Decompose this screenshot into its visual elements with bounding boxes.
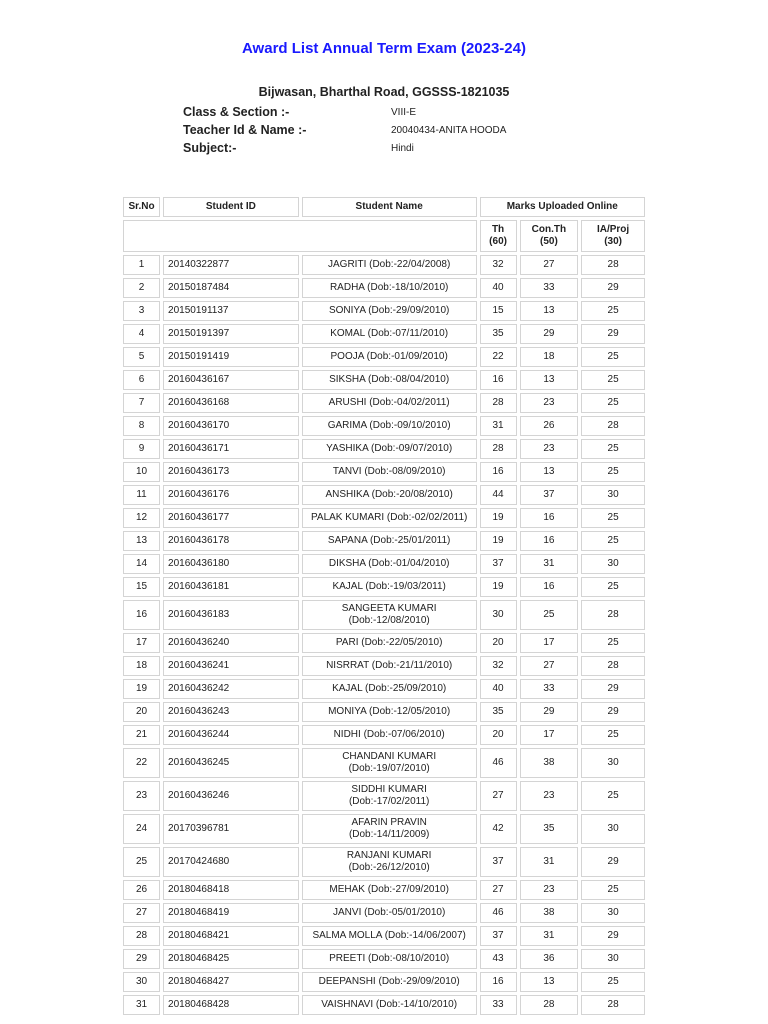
student-id-cell: 20160436167 bbox=[163, 370, 299, 390]
ia-proj-header-name: IA/Proj bbox=[596, 224, 630, 235]
student-name-cell: PALAK KUMARI (Dob:-02/02/2011) bbox=[302, 508, 477, 528]
table-row bbox=[123, 972, 645, 992]
table-row bbox=[123, 324, 645, 344]
srno-cell: 2 bbox=[123, 278, 160, 298]
student-id-cell: 20160436183 bbox=[163, 600, 299, 630]
student-id-cell: 20160436245 bbox=[163, 748, 299, 778]
student-id-cell: 20170396781 bbox=[163, 814, 299, 844]
table-row bbox=[123, 679, 645, 699]
con-th-mark-cell: 28 bbox=[520, 995, 579, 1015]
student-name-text: SANGEETA KUMARI bbox=[341, 603, 437, 614]
table-header-row bbox=[123, 197, 645, 217]
srno-cell: 9 bbox=[123, 439, 160, 459]
th-mark-cell: 32 bbox=[480, 255, 517, 275]
student-id-cell: 20160436178 bbox=[163, 531, 299, 551]
student-name-cell: JANVI (Dob:-05/01/2010) bbox=[302, 903, 477, 923]
student-name-cell: SAPANA (Dob:-25/01/2011) bbox=[302, 531, 477, 551]
ia-proj-mark-cell: 28 bbox=[581, 656, 645, 676]
ia-proj-mark-cell: 30 bbox=[581, 748, 645, 778]
srno-cell: 20 bbox=[123, 702, 160, 722]
th-mark-cell: 16 bbox=[480, 370, 517, 390]
th-mark-cell: 40 bbox=[480, 278, 517, 298]
student-id-cell: 20160436170 bbox=[163, 416, 299, 436]
student-id-cell: 20140322877 bbox=[163, 255, 299, 275]
exam-meta-info bbox=[183, 103, 506, 157]
student-name-cell: SIKSHA (Dob:-08/04/2010) bbox=[302, 370, 477, 390]
th-mark-cell: 37 bbox=[480, 554, 517, 574]
table-body bbox=[123, 255, 645, 1015]
th-mark-cell: 20 bbox=[480, 725, 517, 745]
student-name-cell: ARUSHI (Dob:-04/02/2011) bbox=[302, 393, 477, 413]
student-name-cell: PREETI (Dob:-08/10/2010) bbox=[302, 949, 477, 969]
student-id-cell: 20150191419 bbox=[163, 347, 299, 367]
con-th-mark-cell: 37 bbox=[520, 485, 579, 505]
srno-cell: 8 bbox=[123, 416, 160, 436]
student-name-header: Student Name bbox=[302, 197, 477, 217]
con-th-mark-cell: 13 bbox=[520, 370, 579, 390]
th-mark-cell: 19 bbox=[480, 577, 517, 597]
srno-cell: 11 bbox=[123, 485, 160, 505]
student-id-cell: 20160436242 bbox=[163, 679, 299, 699]
th-mark-cell: 16 bbox=[480, 972, 517, 992]
student-id-cell: 20180468421 bbox=[163, 926, 299, 946]
student-name-cell bbox=[302, 814, 477, 844]
student-dob-text: (Dob:-14/11/2009) bbox=[348, 829, 430, 840]
srno-cell: 28 bbox=[123, 926, 160, 946]
con-th-mark-cell: 23 bbox=[520, 439, 579, 459]
student-id-cell: 20160436180 bbox=[163, 554, 299, 574]
student-name-cell bbox=[302, 748, 477, 778]
ia-proj-mark-cell: 25 bbox=[581, 370, 645, 390]
student-id-cell: 20160436243 bbox=[163, 702, 299, 722]
con-th-header-name: Con.Th bbox=[531, 224, 567, 235]
srno-cell: 25 bbox=[123, 847, 160, 877]
con-th-mark-cell: 25 bbox=[520, 600, 579, 630]
table-row bbox=[123, 656, 645, 676]
student-id-cell: 20180468425 bbox=[163, 949, 299, 969]
srno-cell: 7 bbox=[123, 393, 160, 413]
srno-cell: 12 bbox=[123, 508, 160, 528]
srno-cell: 17 bbox=[123, 633, 160, 653]
con-th-header bbox=[520, 220, 579, 252]
student-name-cell: YASHIKA (Dob:-09/07/2010) bbox=[302, 439, 477, 459]
ia-proj-mark-cell: 30 bbox=[581, 554, 645, 574]
student-id-header: Student ID bbox=[163, 197, 299, 217]
th-mark-cell: 20 bbox=[480, 633, 517, 653]
student-name-cell: ANSHIKA (Dob:-20/08/2010) bbox=[302, 485, 477, 505]
th-mark-cell: 19 bbox=[480, 508, 517, 528]
student-name-cell: NIDHI (Dob:-07/06/2010) bbox=[302, 725, 477, 745]
ia-proj-mark-cell: 25 bbox=[581, 393, 645, 413]
ia-proj-mark-cell: 25 bbox=[581, 781, 645, 811]
student-id-cell: 20180468419 bbox=[163, 903, 299, 923]
con-th-mark-cell: 16 bbox=[520, 531, 579, 551]
table-row bbox=[123, 814, 645, 844]
th-mark-cell: 16 bbox=[480, 462, 517, 482]
student-dob-text: (Dob:-26/12/2010) bbox=[348, 862, 430, 873]
student-dob-text: (Dob:-12/08/2010) bbox=[348, 615, 430, 626]
con-th-mark-cell: 29 bbox=[520, 324, 579, 344]
student-id-cell: 20160436171 bbox=[163, 439, 299, 459]
th-mark-cell: 27 bbox=[480, 880, 517, 900]
student-name-text: SIDDHI KUMARI bbox=[351, 784, 427, 795]
table-row bbox=[123, 531, 645, 551]
student-name-cell: PARI (Dob:-22/05/2010) bbox=[302, 633, 477, 653]
th-mark-cell: 32 bbox=[480, 656, 517, 676]
student-id-cell: 20160436246 bbox=[163, 781, 299, 811]
con-th-mark-cell: 13 bbox=[520, 301, 579, 321]
con-th-header-max: (50) bbox=[539, 236, 558, 247]
srno-cell: 21 bbox=[123, 725, 160, 745]
table-row bbox=[123, 903, 645, 923]
con-th-mark-cell: 16 bbox=[520, 508, 579, 528]
table-row bbox=[123, 995, 645, 1015]
ia-proj-mark-cell: 30 bbox=[581, 485, 645, 505]
srno-cell: 10 bbox=[123, 462, 160, 482]
srno-cell: 29 bbox=[123, 949, 160, 969]
con-th-mark-cell: 38 bbox=[520, 748, 579, 778]
ia-proj-mark-cell: 29 bbox=[581, 679, 645, 699]
student-name-cell: TANVI (Dob:-08/09/2010) bbox=[302, 462, 477, 482]
ia-proj-mark-cell: 25 bbox=[581, 508, 645, 528]
student-id-cell: 20180468418 bbox=[163, 880, 299, 900]
student-name-cell: GARIMA (Dob:-09/10/2010) bbox=[302, 416, 477, 436]
con-th-mark-cell: 36 bbox=[520, 949, 579, 969]
student-name-cell: MEHAK (Dob:-27/09/2010) bbox=[302, 880, 477, 900]
table-row bbox=[123, 393, 645, 413]
con-th-mark-cell: 13 bbox=[520, 972, 579, 992]
th-mark-cell: 28 bbox=[480, 439, 517, 459]
student-name-cell: RADHA (Dob:-18/10/2010) bbox=[302, 278, 477, 298]
table-row bbox=[123, 748, 645, 778]
ia-proj-mark-cell: 30 bbox=[581, 903, 645, 923]
table-row bbox=[123, 439, 645, 459]
student-name-cell bbox=[302, 847, 477, 877]
class-section-value: VIII-E bbox=[391, 106, 417, 118]
con-th-mark-cell: 26 bbox=[520, 416, 579, 436]
ia-proj-mark-cell: 29 bbox=[581, 926, 645, 946]
table-row bbox=[123, 301, 645, 321]
student-id-cell: 20160436168 bbox=[163, 393, 299, 413]
th-mark-cell: 46 bbox=[480, 748, 517, 778]
th-header-max: (60) bbox=[489, 236, 507, 247]
th-mark-cell: 19 bbox=[480, 531, 517, 551]
table-row bbox=[123, 577, 645, 597]
student-id-cell: 20150191397 bbox=[163, 324, 299, 344]
con-th-mark-cell: 23 bbox=[520, 880, 579, 900]
ia-proj-mark-cell: 29 bbox=[581, 847, 645, 877]
srno-header: Sr.No bbox=[123, 197, 160, 217]
th-mark-cell: 31 bbox=[480, 416, 517, 436]
ia-proj-mark-cell: 29 bbox=[581, 278, 645, 298]
student-id-cell: 20180468428 bbox=[163, 995, 299, 1015]
con-th-mark-cell: 27 bbox=[520, 656, 579, 676]
student-name-text: CHANDANI KUMARI bbox=[342, 751, 437, 762]
con-th-mark-cell: 31 bbox=[520, 847, 579, 877]
srno-cell: 15 bbox=[123, 577, 160, 597]
student-id-cell: 20150191137 bbox=[163, 301, 299, 321]
th-mark-cell: 27 bbox=[480, 781, 517, 811]
student-id-cell: 20150187484 bbox=[163, 278, 299, 298]
table-row bbox=[123, 781, 645, 811]
con-th-mark-cell: 27 bbox=[520, 255, 579, 275]
ia-proj-mark-cell: 25 bbox=[581, 531, 645, 551]
ia-proj-mark-cell: 28 bbox=[581, 600, 645, 630]
student-name-cell bbox=[302, 781, 477, 811]
ia-proj-mark-cell: 28 bbox=[581, 416, 645, 436]
student-name-cell: DEEPANSHI (Dob:-29/09/2010) bbox=[302, 972, 477, 992]
student-id-cell: 20160436176 bbox=[163, 485, 299, 505]
srno-cell: 24 bbox=[123, 814, 160, 844]
th-mark-cell: 46 bbox=[480, 903, 517, 923]
student-id-cell: 20160436177 bbox=[163, 508, 299, 528]
th-header bbox=[480, 220, 517, 252]
ia-proj-mark-cell: 25 bbox=[581, 880, 645, 900]
th-mark-cell: 37 bbox=[480, 926, 517, 946]
con-th-mark-cell: 38 bbox=[520, 903, 579, 923]
srno-cell: 4 bbox=[123, 324, 160, 344]
srno-cell: 31 bbox=[123, 995, 160, 1015]
ia-proj-mark-cell: 25 bbox=[581, 439, 645, 459]
ia-proj-mark-cell: 25 bbox=[581, 725, 645, 745]
srno-cell: 13 bbox=[123, 531, 160, 551]
con-th-mark-cell: 31 bbox=[520, 554, 579, 574]
th-mark-cell: 22 bbox=[480, 347, 517, 367]
th-header-name: Th bbox=[491, 224, 505, 235]
student-id-cell: 20180468427 bbox=[163, 972, 299, 992]
student-name-cell: POOJA (Dob:-01/09/2010) bbox=[302, 347, 477, 367]
table-row bbox=[123, 462, 645, 482]
table-row bbox=[123, 633, 645, 653]
srno-cell: 14 bbox=[123, 554, 160, 574]
con-th-mark-cell: 33 bbox=[520, 278, 579, 298]
subject-label: Subject:- bbox=[183, 141, 237, 155]
table-row bbox=[123, 949, 645, 969]
srno-cell: 6 bbox=[123, 370, 160, 390]
ia-proj-mark-cell: 29 bbox=[581, 324, 645, 344]
student-name-cell: DIKSHA (Dob:-01/04/2010) bbox=[302, 554, 477, 574]
student-id-cell: 20160436173 bbox=[163, 462, 299, 482]
con-th-mark-cell: 31 bbox=[520, 926, 579, 946]
ia-proj-mark-cell: 28 bbox=[581, 255, 645, 275]
school-name: Bijwasan, Bharthal Road, GGSSS-1821035 bbox=[258, 85, 510, 99]
student-name-text: AFARIN PRAVIN bbox=[351, 817, 427, 828]
th-mark-cell: 35 bbox=[480, 702, 517, 722]
srno-cell: 3 bbox=[123, 301, 160, 321]
con-th-mark-cell: 17 bbox=[520, 725, 579, 745]
table-row bbox=[123, 600, 645, 630]
class-section-label: Class & Section :- bbox=[183, 105, 290, 119]
con-th-mark-cell: 29 bbox=[520, 702, 579, 722]
student-name-cell: KOMAL (Dob:-07/11/2010) bbox=[302, 324, 477, 344]
student-id-cell: 20160436244 bbox=[163, 725, 299, 745]
marks-header: Marks Uploaded Online bbox=[480, 197, 645, 217]
meta-row-subject bbox=[183, 139, 506, 157]
table-row bbox=[123, 255, 645, 275]
con-th-mark-cell: 33 bbox=[520, 679, 579, 699]
srno-cell: 26 bbox=[123, 880, 160, 900]
th-mark-cell: 40 bbox=[480, 679, 517, 699]
table-row bbox=[123, 554, 645, 574]
ia-proj-mark-cell: 25 bbox=[581, 577, 645, 597]
ia-proj-mark-cell: 29 bbox=[581, 702, 645, 722]
th-mark-cell: 28 bbox=[480, 393, 517, 413]
table-subheader-row bbox=[123, 220, 645, 252]
subject-value: Hindi bbox=[391, 142, 414, 154]
ia-proj-mark-cell: 25 bbox=[581, 301, 645, 321]
ia-proj-mark-cell: 28 bbox=[581, 995, 645, 1015]
con-th-mark-cell: 23 bbox=[520, 393, 579, 413]
con-th-mark-cell: 35 bbox=[520, 814, 579, 844]
srno-cell: 27 bbox=[123, 903, 160, 923]
student-name-cell: JAGRITI (Dob:-22/04/2008) bbox=[302, 255, 477, 275]
table-row bbox=[123, 702, 645, 722]
srno-cell: 23 bbox=[123, 781, 160, 811]
con-th-mark-cell: 23 bbox=[520, 781, 579, 811]
srno-cell: 22 bbox=[123, 748, 160, 778]
srno-cell: 19 bbox=[123, 679, 160, 699]
th-mark-cell: 44 bbox=[480, 485, 517, 505]
table-row bbox=[123, 278, 645, 298]
meta-row-teacher bbox=[183, 121, 506, 139]
ia-proj-mark-cell: 30 bbox=[581, 814, 645, 844]
ia-proj-header bbox=[581, 220, 645, 252]
student-id-cell: 20170424680 bbox=[163, 847, 299, 877]
ia-proj-mark-cell: 30 bbox=[581, 949, 645, 969]
ia-proj-mark-cell: 25 bbox=[581, 972, 645, 992]
ia-proj-mark-cell: 25 bbox=[581, 347, 645, 367]
ia-proj-header-max: (30) bbox=[604, 236, 622, 247]
student-name-cell: VAISHNAVI (Dob:-14/10/2010) bbox=[302, 995, 477, 1015]
con-th-mark-cell: 17 bbox=[520, 633, 579, 653]
student-id-cell: 20160436241 bbox=[163, 656, 299, 676]
con-th-mark-cell: 18 bbox=[520, 347, 579, 367]
table-row bbox=[123, 847, 645, 877]
th-mark-cell: 15 bbox=[480, 301, 517, 321]
srno-cell: 18 bbox=[123, 656, 160, 676]
subheader-blank-cell bbox=[123, 220, 477, 252]
student-id-cell: 20160436181 bbox=[163, 577, 299, 597]
page-title: Award List Annual Term Exam (2023-24) bbox=[242, 40, 526, 57]
student-name-cell: MONIYA (Dob:-12/05/2010) bbox=[302, 702, 477, 722]
srno-cell: 5 bbox=[123, 347, 160, 367]
srno-cell: 16 bbox=[123, 600, 160, 630]
teacher-label: Teacher Id & Name :- bbox=[183, 123, 307, 137]
table-row bbox=[123, 880, 645, 900]
th-mark-cell: 37 bbox=[480, 847, 517, 877]
th-mark-cell: 35 bbox=[480, 324, 517, 344]
student-id-cell: 20160436240 bbox=[163, 633, 299, 653]
student-dob-text: (Dob:-17/02/2011) bbox=[348, 796, 430, 807]
student-name-cell: KAJAL (Dob:-19/03/2011) bbox=[302, 577, 477, 597]
table-row bbox=[123, 485, 645, 505]
table-row bbox=[123, 508, 645, 528]
con-th-mark-cell: 13 bbox=[520, 462, 579, 482]
student-name-text: RANJANI KUMARI bbox=[346, 850, 432, 861]
ia-proj-mark-cell: 25 bbox=[581, 633, 645, 653]
teacher-value: 20040434-ANITA HOODA bbox=[391, 124, 507, 136]
student-dob-text: (Dob:-19/07/2010) bbox=[348, 763, 430, 774]
con-th-mark-cell: 16 bbox=[520, 577, 579, 597]
ia-proj-mark-cell: 25 bbox=[581, 462, 645, 482]
table-row bbox=[123, 725, 645, 745]
meta-row-class bbox=[183, 103, 506, 121]
student-name-cell bbox=[302, 600, 477, 630]
th-mark-cell: 43 bbox=[480, 949, 517, 969]
th-mark-cell: 33 bbox=[480, 995, 517, 1015]
student-name-cell: SALMA MOLLA (Dob:-14/06/2007) bbox=[302, 926, 477, 946]
srno-cell: 30 bbox=[123, 972, 160, 992]
table-row bbox=[123, 926, 645, 946]
table-row bbox=[123, 370, 645, 390]
table-row bbox=[123, 416, 645, 436]
srno-cell: 1 bbox=[123, 255, 160, 275]
table-row bbox=[123, 347, 645, 367]
student-name-cell: NISRRAT (Dob:-21/11/2010) bbox=[302, 656, 477, 676]
award-list-table bbox=[120, 194, 648, 1018]
student-name-cell: SONIYA (Dob:-29/09/2010) bbox=[302, 301, 477, 321]
student-name-cell: KAJAL (Dob:-25/09/2010) bbox=[302, 679, 477, 699]
th-mark-cell: 42 bbox=[480, 814, 517, 844]
th-mark-cell: 30 bbox=[480, 600, 517, 630]
